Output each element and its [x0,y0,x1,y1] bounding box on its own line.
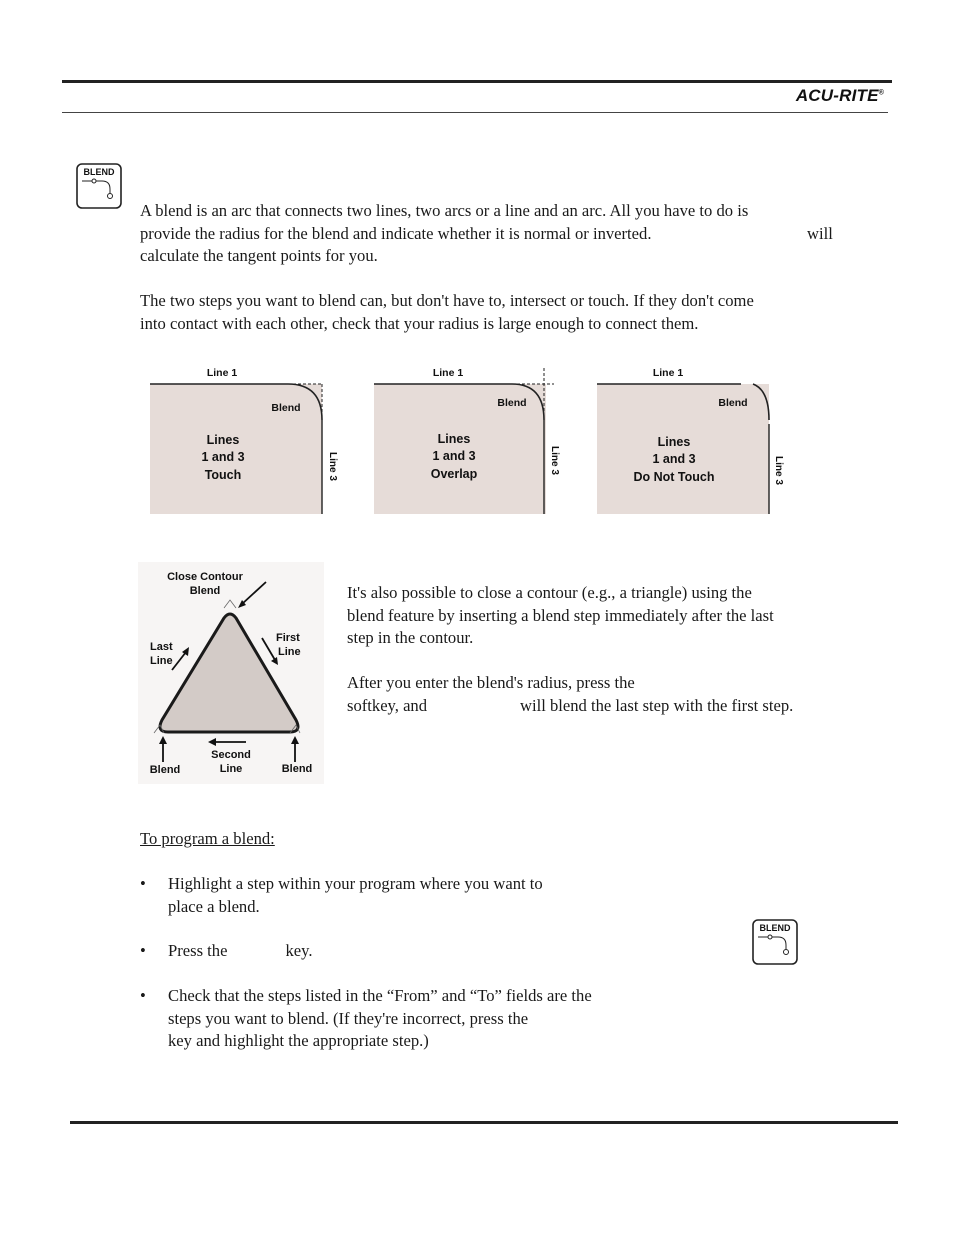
contact-paragraph: The two steps you want to blend can, but don't have to, intersect or touch. If they don't come into contact with each other, check that your radius is large enough to connect them. [140,291,754,333]
blend-key-label: BLEND [759,923,791,933]
diagram-3-arc-label: Blend [718,397,748,409]
diagram-2-top-label: Line 1 [432,367,464,379]
procedure-step-3: • Check that the steps listed in the “From” and “To” fields are the steps you want to blend. (If they're incorrect, press the key and highlight the appropriate step.) [140,986,592,1050]
diagram-3-center-1: Lines [657,435,691,449]
diagram-3-center-3: Do Not Touch [633,470,715,484]
blend-diagram-overlap [372,362,572,518]
procedure-step-1: • Highlight a step within your program where you want to place a blend. [140,874,543,916]
close-contour-label-1: Close Contour [167,571,243,583]
blend-key-icon [76,163,122,209]
last-line-label-1: Last [150,641,173,653]
procedure-heading: To program a blend: [140,829,275,848]
first-line-label-1: First [276,632,300,644]
intro-line-1: A blend is an arc that connects two lines, two arcs or a line and an arc. All you have to do is [140,201,749,220]
blend-key-icon [752,919,798,965]
close-contour-paragraph: It's also possible to close a contour (e.g., a triangle) using the blend feature by inserting a blend step immediately after the last step in the contour. After you enter the blend's radius, press the softkey, and will blend the last step with the first step. [347,583,794,715]
blend-diagram-no-touch [595,362,795,518]
blend-key-label: BLEND [83,167,115,177]
blend-left-label: Blend [149,764,181,776]
second-line-label-2: Line [219,763,243,775]
diagram-2-arc-label: Blend [497,397,527,409]
diagram-2-side-label: Line 3 [549,446,560,475]
diagram-1-top-label: Line 1 [206,367,238,379]
procedure-step-2: • Press the key. [140,941,313,960]
diagram-2-center-3: Overlap [430,467,478,481]
diagram-1-center-2: 1 and 3 [201,450,245,464]
diagram-1-center-1: Lines [206,433,240,447]
intro-line-2: provide the radius for the blend and indicate whether it is normal or inverted. will [140,223,833,243]
blend-right-label: Blend [281,763,313,775]
header-rule [62,80,892,83]
header-rule-thin [62,112,888,113]
diagram-2-center-1: Lines [437,432,471,446]
diagram-2-center-2: 1 and 3 [432,449,476,463]
diagram-1-side-label: Line 3 [327,452,338,481]
first-line-label-2: Line [278,646,301,658]
diagram-1-center-3: Touch [204,468,242,482]
second-line-label-1: Second [211,749,251,761]
blend-diagram-touch [148,362,348,518]
diagram-3-center-2: 1 and 3 [652,452,696,466]
last-line-label-2: Line [150,655,173,667]
intro-paragraph [140,200,860,268]
close-contour-label-2: Blend [189,585,221,597]
diagram-1-arc-label: Blend [271,402,301,414]
acu-rite-logo: ACU-RITE® [795,86,884,105]
diagram-3-top-label: Line 1 [652,367,684,379]
intro-line-3: calculate the tangent points for you. [140,246,378,265]
footer-rule [70,1121,898,1124]
close-contour-triangle-diagram [138,562,324,784]
diagram-3-side-label: Line 3 [773,456,784,485]
